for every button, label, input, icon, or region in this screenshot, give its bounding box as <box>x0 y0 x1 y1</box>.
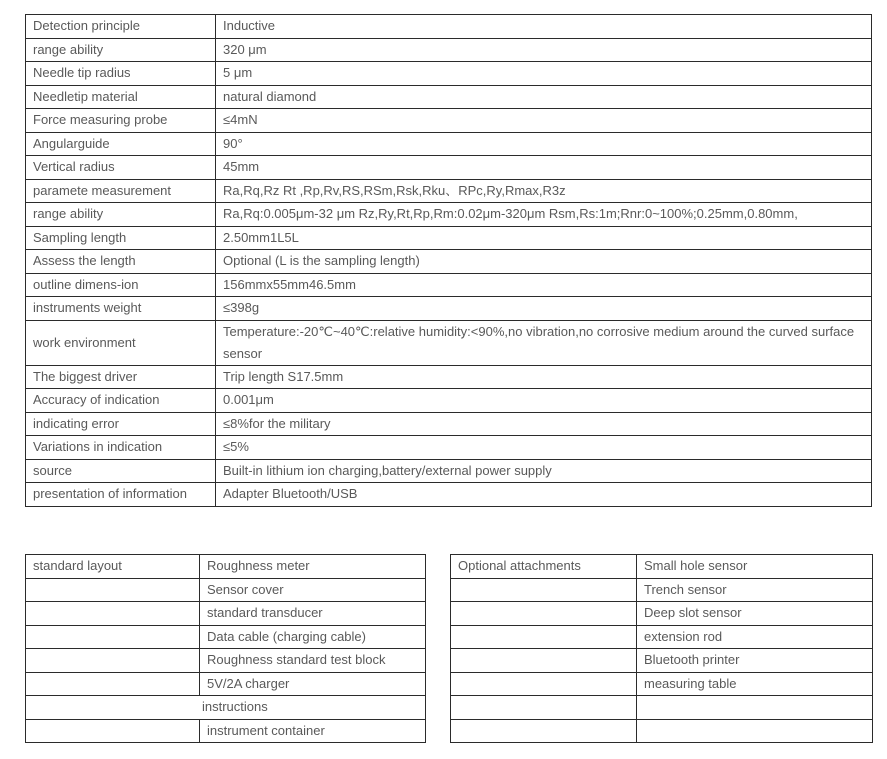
optional-value-cell: extension rod <box>637 625 873 649</box>
table-row <box>26 109 872 133</box>
spec-label-cell: Accuracy of indication <box>26 389 216 413</box>
table-row <box>26 578 426 602</box>
table-row <box>26 719 426 743</box>
table-row <box>26 625 426 649</box>
spec-value-cell: 156mmx55mm46.5mm <box>216 273 872 297</box>
layout-value-cell: 5V/2A charger <box>200 672 426 696</box>
table-row <box>451 625 873 649</box>
spec-label-cell: Vertical radius <box>26 156 216 180</box>
spec-value-cell: Adapter Bluetooth/USB <box>216 483 872 507</box>
spec-value-cell: ≤398g <box>216 297 872 321</box>
spec-label-cell: presentation of information <box>26 483 216 507</box>
table-row <box>26 412 872 436</box>
spec-value-cell: Trip length S17.5mm <box>216 365 872 389</box>
table-row <box>451 602 873 626</box>
layout-label-cell <box>26 672 200 696</box>
table-row <box>26 273 872 297</box>
table-row <box>26 203 872 227</box>
spec-label-cell: Detection principle <box>26 15 216 39</box>
spec-label-cell: instruments weight <box>26 297 216 321</box>
layout-label-cell <box>26 719 200 743</box>
layout-label-cell: standard layout <box>26 555 200 579</box>
optional-label-cell <box>451 602 637 626</box>
spec-value-cell: Built-in lithium ion charging,battery/external power supply <box>216 459 872 483</box>
optional-value-cell: Small hole sensor <box>637 555 873 579</box>
spec-value-cell: ≤8%for the military <box>216 412 872 436</box>
layout-value-cell: standard transducer <box>200 602 426 626</box>
spec-label-cell: paramete measurement <box>26 179 216 203</box>
spec-value-cell: Inductive <box>216 15 872 39</box>
spec-label-cell: Sampling length <box>26 226 216 250</box>
optional-label-cell <box>451 719 637 743</box>
spec-label-cell: work environment <box>26 320 216 365</box>
table-row <box>26 250 872 274</box>
table-row <box>26 156 872 180</box>
spec-label-cell: range ability <box>26 203 216 227</box>
optional-label-cell <box>451 649 637 673</box>
table-row <box>26 602 426 626</box>
spec-value-cell: Optional (L is the sampling length) <box>216 250 872 274</box>
optional-value-cell <box>637 696 873 720</box>
table-row <box>26 132 872 156</box>
spec-label-cell: Needle tip radius <box>26 62 216 86</box>
spec-label-cell: source <box>26 459 216 483</box>
table-row <box>451 696 873 720</box>
spec-label-cell: Variations in indication <box>26 436 216 460</box>
layout-value-cell: instrument container <box>200 719 426 743</box>
table-row <box>26 297 872 321</box>
table-row <box>451 578 873 602</box>
table-row <box>26 696 426 720</box>
spec-value-cell: ≤5% <box>216 436 872 460</box>
optional-label-cell: Optional attachments <box>451 555 637 579</box>
optional-value-cell: Trench sensor <box>637 578 873 602</box>
layout-fullwidth-cell: instructions <box>26 696 426 720</box>
spec-label-cell: Angularguide <box>26 132 216 156</box>
standard-layout-table <box>25 554 426 743</box>
layout-value-cell: Data cable (charging cable) <box>200 625 426 649</box>
spec-value-cell: Temperature:-20℃~40℃:relative humidity:<90%,no vibration,no corrosive medium around the curved surface sensor <box>216 320 872 365</box>
layout-label-cell <box>26 625 200 649</box>
spec-label-cell: Assess the length <box>26 250 216 274</box>
spec-label-cell: outline dimens-ion <box>26 273 216 297</box>
optional-value-cell: measuring table <box>637 672 873 696</box>
layout-label-cell <box>26 649 200 673</box>
spec-label-cell: Needletip material <box>26 85 216 109</box>
layout-label-cell <box>26 578 200 602</box>
table-row <box>26 365 872 389</box>
spec-value-cell: 45mm <box>216 156 872 180</box>
spec-label-cell: Force measuring probe <box>26 109 216 133</box>
optional-label-cell <box>451 696 637 720</box>
optional-value-cell: Deep slot sensor <box>637 602 873 626</box>
spec-value-cell: 0.001μm <box>216 389 872 413</box>
optional-label-cell <box>451 625 637 649</box>
layout-label-cell <box>26 602 200 626</box>
spec-value-cell: ≤4mN <box>216 109 872 133</box>
table-row <box>26 459 872 483</box>
spec-value-cell: 5 μm <box>216 62 872 86</box>
table-row <box>451 649 873 673</box>
layout-value-cell: Roughness standard test block <box>200 649 426 673</box>
table-row <box>26 85 872 109</box>
optional-value-cell: Bluetooth printer <box>637 649 873 673</box>
table-row <box>26 649 426 673</box>
table-row <box>26 226 872 250</box>
spec-value-cell: 320 μm <box>216 38 872 62</box>
layout-value-cell: Roughness meter <box>200 555 426 579</box>
table-row <box>451 719 873 743</box>
table-row <box>451 555 873 579</box>
spec-table <box>25 14 872 507</box>
spec-value-cell: 90° <box>216 132 872 156</box>
optional-label-cell <box>451 672 637 696</box>
spec-label-cell: indicating error <box>26 412 216 436</box>
table-row <box>26 672 426 696</box>
layout-value-cell: Sensor cover <box>200 578 426 602</box>
table-row <box>26 15 872 39</box>
table-row <box>26 38 872 62</box>
table-row <box>26 320 872 365</box>
table-row <box>26 483 872 507</box>
table-row <box>26 62 872 86</box>
spec-value-cell: Ra,Rq,Rz Rt ,Rp,Rv,RS,RSm,Rsk,Rku、RPc,Ry,Rmax,R3z <box>216 179 872 203</box>
spec-value-cell: 2.50mm1L5L <box>216 226 872 250</box>
optional-value-cell <box>637 719 873 743</box>
table-row <box>451 672 873 696</box>
optional-attachments-table <box>450 554 873 743</box>
optional-label-cell <box>451 578 637 602</box>
spec-label-cell: The biggest driver <box>26 365 216 389</box>
spec-value-cell: natural diamond <box>216 85 872 109</box>
spec-value-cell: Ra,Rq:0.005μm-32 μm Rz,Ry,Rt,Rp,Rm:0.02μm-320μm Rsm,Rs:1m;Rnr:0~100%;0.25mm,0.80mm, <box>216 203 872 227</box>
table-row <box>26 436 872 460</box>
table-row <box>26 389 872 413</box>
spec-label-cell: range ability <box>26 38 216 62</box>
table-row <box>26 179 872 203</box>
table-row <box>26 555 426 579</box>
